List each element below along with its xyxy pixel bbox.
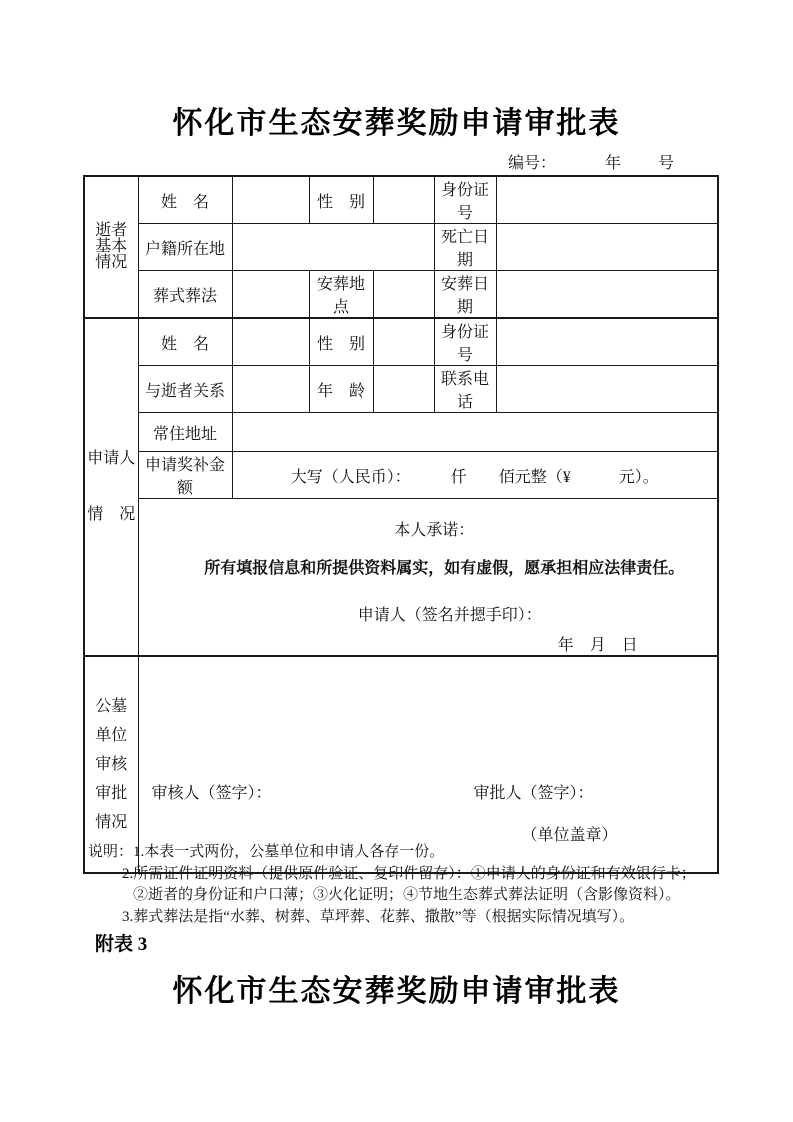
section-header-line: 逝者 [95,222,128,239]
label-deceased-name: 姓 名 [138,176,232,224]
notes-section [88,842,738,929]
table-row [84,224,718,271]
note-line-1 [88,842,738,864]
note-line-2: 2.所需证件证明资料（提供原件验证、复印件留存）：①申请人的身份证和有效银行卡； [122,865,696,882]
section-header-deceased [84,176,138,318]
section-header-line: 单位 [95,726,128,744]
table-row [84,176,718,224]
label-deceased-id: 身份证号 [434,176,496,224]
burial-place-value-cell [373,271,434,319]
section-header-approval [84,656,138,873]
table-row [84,499,718,657]
table-row [84,271,718,319]
label-death-date: 死亡日期 [434,224,496,271]
section-header-line: 申请人 [87,450,136,467]
note-line-4: 3.葬式葬法是指“水葬、树葬、草坪葬、花葬、撒散”等（根据实际情况填写）。 [122,909,635,926]
label-phone: 联系电话 [434,366,496,413]
serial-no-label: 号 [658,155,675,172]
section-header-applicant [84,318,138,656]
promise-statement: 所有填报信息和所提供资料属实，如有虚假，愿承担相应法律责任。 [204,560,685,577]
age-value-cell [373,366,434,413]
unit-seal-label: （单位盖章） [521,827,618,844]
relation-value-cell [232,366,309,413]
next-page-title: 怀化市生态安葬奖励申请审批表 [172,975,621,1008]
table-row [84,366,718,413]
table-row [84,452,718,499]
application-form-table [83,175,719,874]
label-deceased-gender: 性 别 [309,176,373,224]
notes-label: 说明： [88,844,134,860]
approval-cell [138,656,718,873]
deceased-gender-value-cell [373,176,434,224]
applicant-id-value-cell [496,318,718,366]
label-burial-place: 安葬地点 [309,271,373,319]
registered-residence-value-cell [232,224,434,271]
label-relation: 与逝者关系 [138,366,232,413]
table-row [84,413,718,452]
serial-year-label: 年 [605,155,622,172]
serial-number-line [508,150,674,173]
burial-method-value-cell [232,271,309,319]
section-header-line: 基本 [95,238,128,255]
section-header-line: 情况 [95,813,128,831]
appendix-label: 附表 3 [95,934,148,955]
serial-label: 编号： [508,155,557,172]
table-row [84,656,718,873]
phone-value-cell [496,366,718,413]
approver-signature-label: 审批人（签字）： [473,785,594,802]
note-line-3: ②逝者的身份证和户口薄；③火化证明；④节地生态葬式葬法证明（含影像资料）。 [133,887,681,904]
promise-signature-label: 申请人（签名并摁手印）： [357,607,542,624]
reward-amount-value-cell: 大写（人民币）： 仟 佰元整（¥ 元）。 [232,452,718,499]
death-date-value-cell [496,224,718,271]
label-reward-amount: 申请奖补金额 [138,452,232,499]
promise-cell [138,499,718,657]
section-header-line: 公墓 [95,697,128,715]
label-age: 年 龄 [309,366,373,413]
applicant-gender-value-cell [373,318,434,366]
label-applicant-id: 身份证号 [434,318,496,366]
promise-intro: 本人承诺： [394,522,475,539]
burial-date-value-cell [496,271,718,319]
label-burial-method: 葬式葬法 [138,271,232,319]
page-title: 怀化市生态安葬奖励申请审批表 [172,107,621,140]
section-header-line: 情 况 [87,506,136,523]
promise-date-blanks: 年 月 日 [557,637,638,654]
label-applicant-gender: 性 别 [309,318,373,366]
label-burial-date: 安葬日期 [434,271,496,319]
address-value-cell [232,413,718,452]
note-text: 1.本表一式两份，公墓单位和申请人各存一份。 [133,844,445,860]
section-header-line: 情况 [95,254,128,271]
label-address: 常住地址 [138,413,232,452]
reviewer-signature-label: 审核人（签字）： [151,785,272,802]
section-header-line: 审批 [95,784,128,802]
label-applicant-name: 姓 名 [138,318,232,366]
applicant-name-value-cell [232,318,309,366]
table-row [84,318,718,366]
deceased-id-value-cell [496,176,718,224]
deceased-name-value-cell [232,176,309,224]
label-registered-residence: 户籍所在地 [138,224,232,271]
section-header-line: 审核 [95,755,128,773]
